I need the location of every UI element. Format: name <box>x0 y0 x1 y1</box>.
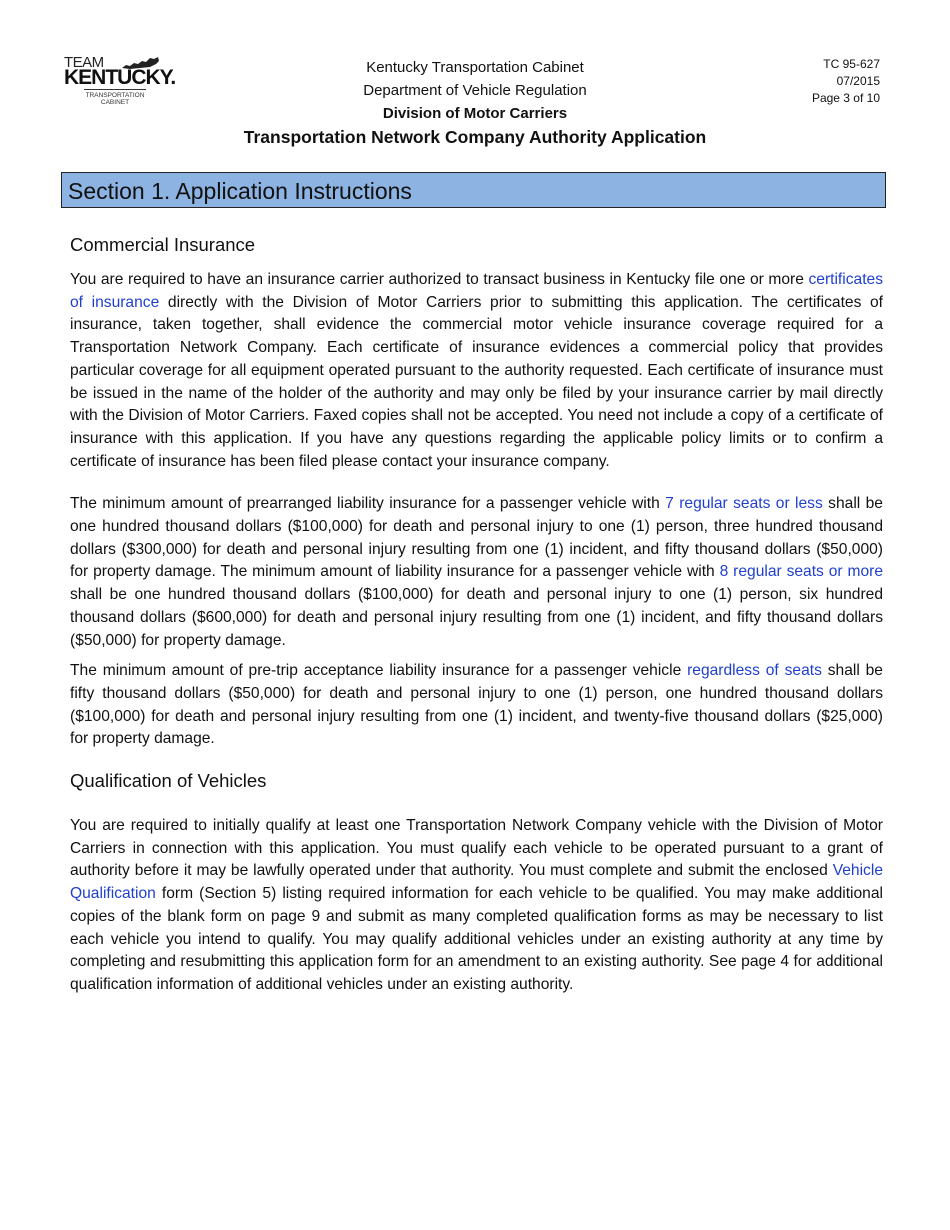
document-title: Transportation Network Company Authority Application <box>243 127 707 147</box>
form-date: 07/2015 <box>836 74 880 88</box>
insurance-paragraph-3: The minimum amount of pre-trip acceptance liability insurance for a passenger vehicle regardless of seats shall be fifty thousand dollars ($50,000) for death and personal injury to one (1) person, one hundred thousand dollars ($100,000) for death and personal injury resulting from one (1) incident, and twenty-five thousand dollars ($25,000) for property damage. <box>70 662 883 748</box>
vehicles-paragraph-1: You are required to initially qualify at least one Transportation Network Company vehicle with the Division of Motor Carriers in connection with this application. You must qualify each vehicle to be operated pursuant to a grant of authority before it may be lawfully operated under that authority. You must complete and submit the enclosed Vehicle Qualification form (Section 5) listing required information for each vehicle to be qualified. You may make additional copies of the blank form on page 9 and submit as many completed qualification forms as may be necessary to list each vehicle you intend to qualify. You may qualify additional vehicles under an existing authority at any time by completing and resubmitting this application form for an amendment to an existing authority. See page 4 for additional qualification information of additional vehicles under an existing authority. <box>70 817 883 993</box>
eight-seats-link[interactable]: 8 regular seats or more <box>719 563 883 581</box>
team-kentucky-logo <box>64 52 176 108</box>
commercial-insurance-heading: Commercial Insurance <box>70 234 256 255</box>
logo-cabinet-text: TRANSPORTATION CABINET <box>85 92 145 106</box>
section-heading-bar <box>61 172 886 208</box>
logo-kentucky-text: KENTUCKY. <box>64 66 176 89</box>
section-title: Section 1. Application Instructions <box>68 178 412 204</box>
header-division: Division of Motor Carriers <box>382 105 568 122</box>
logo-divider <box>84 89 146 90</box>
regardless-of-seats-link[interactable]: regardless of seats <box>687 662 822 680</box>
header-department: Department of Vehicle Regulation <box>363 82 587 99</box>
certificates-of-insurance-link[interactable]: certificates of insurance <box>70 271 883 311</box>
page-number: Page 3 of 10 <box>811 91 880 105</box>
vehicle-qualification-link[interactable]: Vehicle Qualification <box>70 862 883 903</box>
insurance-paragraph-2: The minimum amount of prearranged liability insurance for a passenger vehicle with 7 regular seats or less shall be one hundred thousand dollars ($100,000) for death and personal injury to one (1) person, three hundred thousand dollars ($300,000) for death and personal injury resulting from one (1) incident, and fifty thousand dollars ($50,000) for property damage. The minimum amount of liability insurance for a passenger vehicle with 8 regular seats or more shall be one hundred thousand dollars ($100,000) for death and personal injury to one (1) person, six hundred thousand dollars ($600,000) for death and personal injury resulting from one (1) incident, and fifty thousand dollars ($50,000) for property damage. <box>70 495 883 649</box>
form-number: TC 95-627 <box>823 57 880 71</box>
insurance-paragraph-1: You are required to have an insurance carrier authorized to transact business in Kentucky file one or more certificates of insurance directly with the Division of Motor Carriers prior to submitting this application. The certificates of insurance, taken together, shall evidence the commercial motor vehicle insurance coverage required for a Transportation Network Company. Each certificate of insurance evidences a commercial policy that provides particular coverage for all equipment operated pursuant to the authority requested. Each certificate of insurance must be issued in the name of the holder of the authority and may only be filed by your insurance carrier by mail directly with the Division of Motor Carriers. Faxed copies shall not be accepted. You need not include a copy of a certificate of insurance with this application. If you have any questions regarding the applicable policy limits or to confirm a certificate of insurance has been filed please contact your insurance company. <box>70 271 884 470</box>
seven-seats-link[interactable]: 7 regular seats or less <box>665 495 823 513</box>
form-meta <box>812 56 880 107</box>
instructions-body <box>70 232 883 997</box>
document-header <box>200 56 750 149</box>
logo-team-text: TEAM <box>64 54 104 71</box>
qualification-of-vehicles-heading: Qualification of Vehicles <box>70 770 267 792</box>
header-cabinet: Kentucky Transportation Cabinet <box>366 59 584 76</box>
